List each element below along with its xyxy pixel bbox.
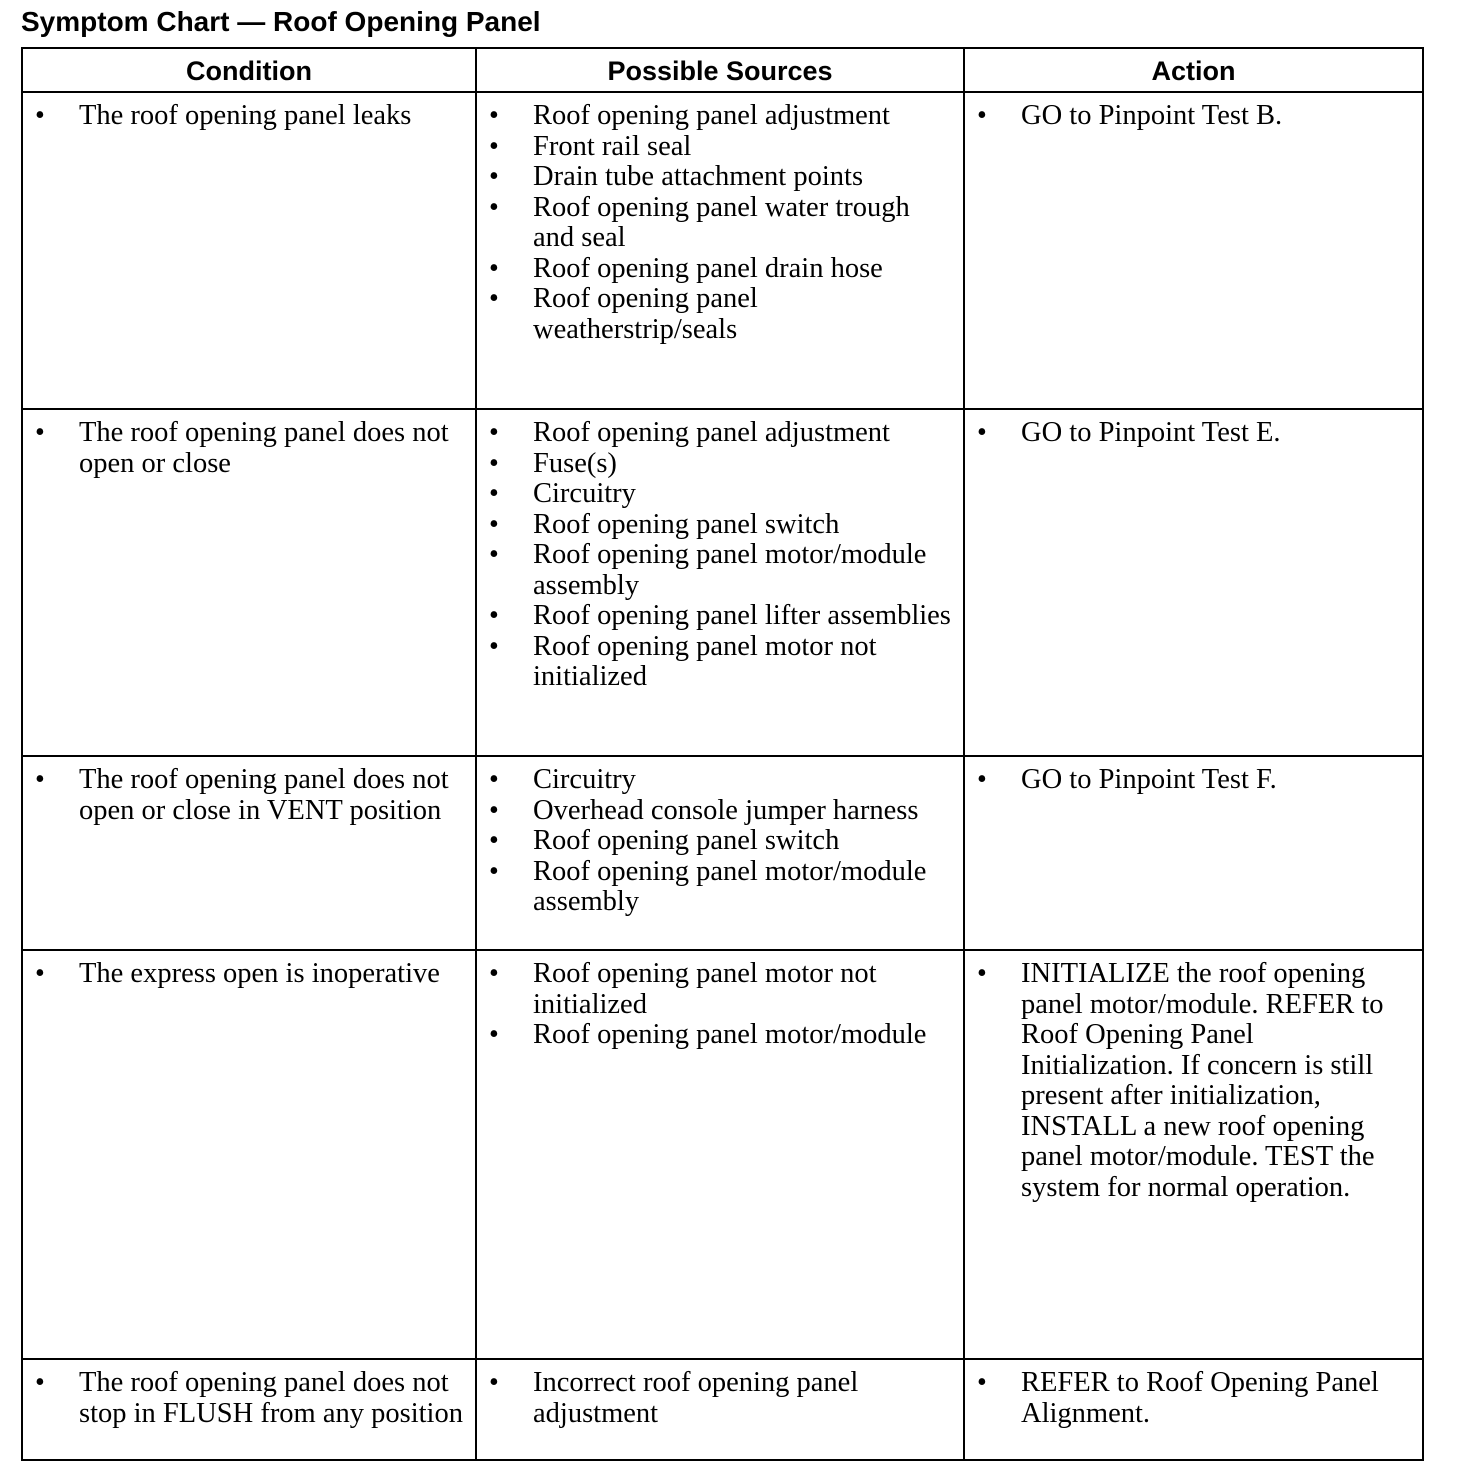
source-item: • Roof opening panel water trough and seal xyxy=(477,193,953,254)
source-item: • Roof opening panel drain hose xyxy=(477,254,953,285)
condition-item: • The roof opening panel does not open or close in VENT position xyxy=(23,765,465,826)
table-row xyxy=(22,409,1423,756)
sources-list xyxy=(477,951,963,1051)
source-item: • Roof opening panel motor/module xyxy=(477,1020,953,1051)
condition-cell xyxy=(22,950,476,1359)
action-cell xyxy=(964,409,1423,756)
condition-item: • The roof opening panel does not stop in FLUSH from any position xyxy=(23,1368,465,1429)
action-list xyxy=(965,757,1422,796)
source-item: • Roof opening panel adjustment xyxy=(477,418,953,449)
source-item: • Roof opening panel switch xyxy=(477,826,953,857)
column-header-possible-sources: Possible Sources xyxy=(476,48,964,92)
source-item: • Drain tube attachment points xyxy=(477,162,953,193)
sources-cell xyxy=(476,409,964,756)
action-cell xyxy=(964,1359,1423,1460)
source-item: • Roof opening panel lifter assemblies xyxy=(477,601,953,632)
condition-list xyxy=(23,410,475,479)
sources-list xyxy=(477,93,963,345)
table-row xyxy=(22,950,1423,1359)
action-list xyxy=(965,1360,1422,1429)
column-header-action: Action xyxy=(964,48,1423,92)
condition-cell xyxy=(22,92,476,409)
condition-cell xyxy=(22,756,476,950)
sources-cell xyxy=(476,756,964,950)
action-list xyxy=(965,410,1422,449)
action-list xyxy=(965,93,1422,132)
condition-cell xyxy=(22,409,476,756)
column-header-condition: Condition xyxy=(22,48,476,92)
condition-cell xyxy=(22,1359,476,1460)
action-cell xyxy=(964,950,1423,1359)
condition-list xyxy=(23,951,475,990)
sources-list xyxy=(477,410,963,693)
source-item: • Circuitry xyxy=(477,765,953,796)
source-item: • Roof opening panel weatherstrip/seals xyxy=(477,284,953,345)
source-item: • Fuse(s) xyxy=(477,449,953,480)
sources-cell xyxy=(476,950,964,1359)
action-item: • GO to Pinpoint Test B. xyxy=(965,101,1412,132)
action-item: • GO to Pinpoint Test E. xyxy=(965,418,1412,449)
source-item: • Roof opening panel switch xyxy=(477,510,953,541)
source-item: • Roof opening panel adjustment xyxy=(477,101,953,132)
sources-list xyxy=(477,757,963,918)
condition-item: • The express open is inoperative xyxy=(23,959,465,990)
action-item: • INITIALIZE the roof opening panel motor/module. REFER to Roof Opening Panel Initialization. If concern is still present after initialization, INSTALL a new roof opening panel motor/module. TEST the system for normal operation. xyxy=(965,959,1412,1203)
condition-list xyxy=(23,1360,475,1429)
sources-cell xyxy=(476,92,964,409)
condition-item: • The roof opening panel does not open or close xyxy=(23,418,465,479)
source-item: • Roof opening panel motor not initialized xyxy=(477,959,953,1020)
action-item: • REFER to Roof Opening Panel Alignment. xyxy=(965,1368,1412,1429)
action-cell xyxy=(964,92,1423,409)
table-row xyxy=(22,1359,1423,1460)
source-item: • Front rail seal xyxy=(477,132,953,163)
source-item: • Overhead console jumper harness xyxy=(477,796,953,827)
action-cell xyxy=(964,756,1423,950)
table-row xyxy=(22,756,1423,950)
action-item: • GO to Pinpoint Test F. xyxy=(965,765,1412,796)
source-item: • Roof opening panel motor/module assembly xyxy=(477,540,953,601)
source-item: • Roof opening panel motor not initialized xyxy=(477,632,953,693)
condition-item: • The roof opening panel leaks xyxy=(23,101,465,132)
table-row xyxy=(22,92,1423,409)
sources-cell xyxy=(476,1359,964,1460)
condition-list xyxy=(23,93,475,132)
action-list xyxy=(965,951,1422,1203)
header-row xyxy=(22,48,1423,92)
symptom-chart-table xyxy=(21,47,1424,1461)
source-item: • Roof opening panel motor/module assembly xyxy=(477,857,953,918)
source-item: • Circuitry xyxy=(477,479,953,510)
sources-list xyxy=(477,1360,963,1429)
condition-list xyxy=(23,757,475,826)
page-title: Symptom Chart — Roof Opening Panel xyxy=(21,6,541,37)
source-item: • Incorrect roof opening panel adjustment xyxy=(477,1368,953,1429)
